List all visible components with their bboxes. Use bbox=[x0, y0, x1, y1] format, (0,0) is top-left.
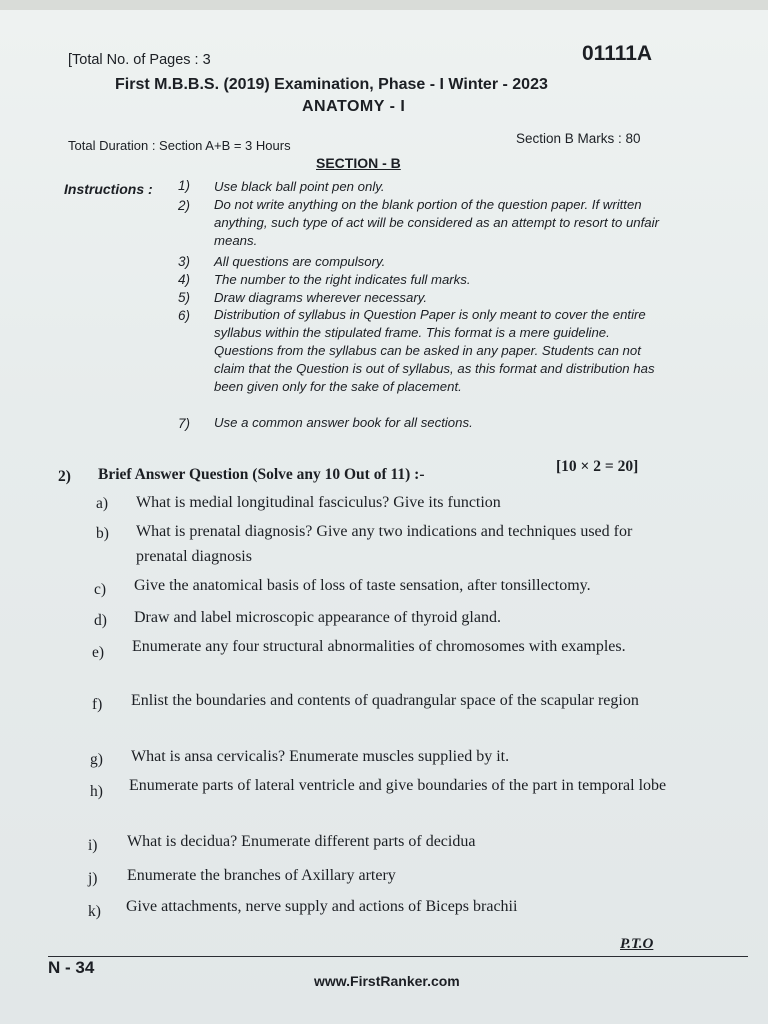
part-letter: i) bbox=[88, 837, 98, 854]
part-letter: f) bbox=[92, 696, 103, 713]
instruction-number: 4) bbox=[178, 272, 191, 287]
part-letter: a) bbox=[96, 495, 109, 512]
part-letter: k) bbox=[88, 903, 101, 920]
instruction-number: 7) bbox=[178, 416, 191, 431]
part-letter: c) bbox=[94, 581, 107, 598]
part-letter: b) bbox=[96, 525, 109, 542]
instruction-text: Do not write anything on the blank portion of the question paper. If written anything, such type of act will be considered as an attempt to resort to unfair means. bbox=[214, 197, 659, 248]
part-letter: d) bbox=[94, 612, 107, 629]
part-text: Enlist the boundaries and contents of quadrangular space of the scapular region bbox=[131, 692, 639, 709]
instruction-number: 6) bbox=[178, 308, 191, 323]
part-text: Draw and label microscopic appearance of thyroid gland. bbox=[134, 609, 501, 626]
total-pages: [Total No. of Pages : 3 bbox=[68, 52, 211, 68]
instruction-number: 3) bbox=[178, 254, 191, 269]
part-letter: e) bbox=[92, 644, 105, 661]
instruction-text: Distribution of syllabus in Question Paper is only meant to cover the entire syllabus within the stipulated frame. This format is a mere guideline. Questions from the syllabus can be asked in any paper. Students can not claim that the Question is out of syllabus, as this format and distribution has been given only for the sake of placement. bbox=[214, 307, 655, 394]
footer-divider bbox=[48, 956, 748, 957]
part-text: Give attachments, nerve supply and actions of Biceps brachii bbox=[126, 898, 518, 915]
instruction-number: 2) bbox=[178, 198, 191, 213]
section-heading: SECTION - B bbox=[316, 155, 401, 171]
exam-title: First M.B.B.S. (2019) Examination, Phase - I Winter - 2023 bbox=[115, 76, 548, 93]
part-text: What is prenatal diagnosis? Give any two indications and techniques used for prenatal diagnosis bbox=[136, 523, 633, 565]
question-number: 2) bbox=[58, 468, 71, 485]
instruction-text: Use black ball point pen only. bbox=[214, 179, 385, 194]
instruction-text: Draw diagrams wherever necessary. bbox=[214, 290, 428, 305]
part-letter: g) bbox=[90, 751, 103, 768]
part-letter: j) bbox=[88, 870, 98, 887]
website-link[interactable]: www.FirstRanker.com bbox=[314, 973, 460, 989]
instruction-number: 5) bbox=[178, 290, 191, 305]
question-paper bbox=[0, 10, 768, 1024]
part-text: Enumerate any four structural abnormalities of chromosomes with examples. bbox=[132, 638, 626, 655]
part-letter: h) bbox=[90, 783, 103, 800]
instruction-text: Use a common answer book for all sections. bbox=[214, 415, 473, 430]
question-marks: [10 × 2 = 20] bbox=[556, 458, 639, 475]
instructions-label: Instructions : bbox=[64, 181, 153, 197]
instruction-text: The number to the right indicates full marks. bbox=[214, 272, 471, 287]
instruction-number: 1) bbox=[178, 178, 191, 193]
part-text: Enumerate parts of lateral ventricle and give boundaries of the part in temporal lobe bbox=[129, 777, 667, 794]
footer-code: N - 34 bbox=[48, 958, 95, 977]
paper-code: 01111A bbox=[582, 42, 653, 65]
instruction-text: All questions are compulsory. bbox=[214, 254, 386, 269]
question-title: Brief Answer Question (Solve any 10 Out of 11) :- bbox=[98, 466, 425, 483]
part-text: What is decidua? Enumerate different parts of decidua bbox=[127, 833, 476, 850]
section-marks: Section B Marks : 80 bbox=[516, 131, 641, 146]
subject-title: ANATOMY - I bbox=[302, 98, 406, 115]
part-text: Enumerate the branches of Axillary artery bbox=[127, 867, 396, 884]
pto-label: P.T.O bbox=[620, 936, 654, 952]
total-duration: Total Duration : Section A+B = 3 Hours bbox=[68, 138, 291, 153]
part-text: What is medial longitudinal fasciculus? Give its function bbox=[136, 494, 501, 511]
part-text: Give the anatomical basis of loss of taste sensation, after tonsillectomy. bbox=[134, 577, 591, 594]
part-text: What is ansa cervicalis? Enumerate muscles supplied by it. bbox=[131, 748, 510, 765]
